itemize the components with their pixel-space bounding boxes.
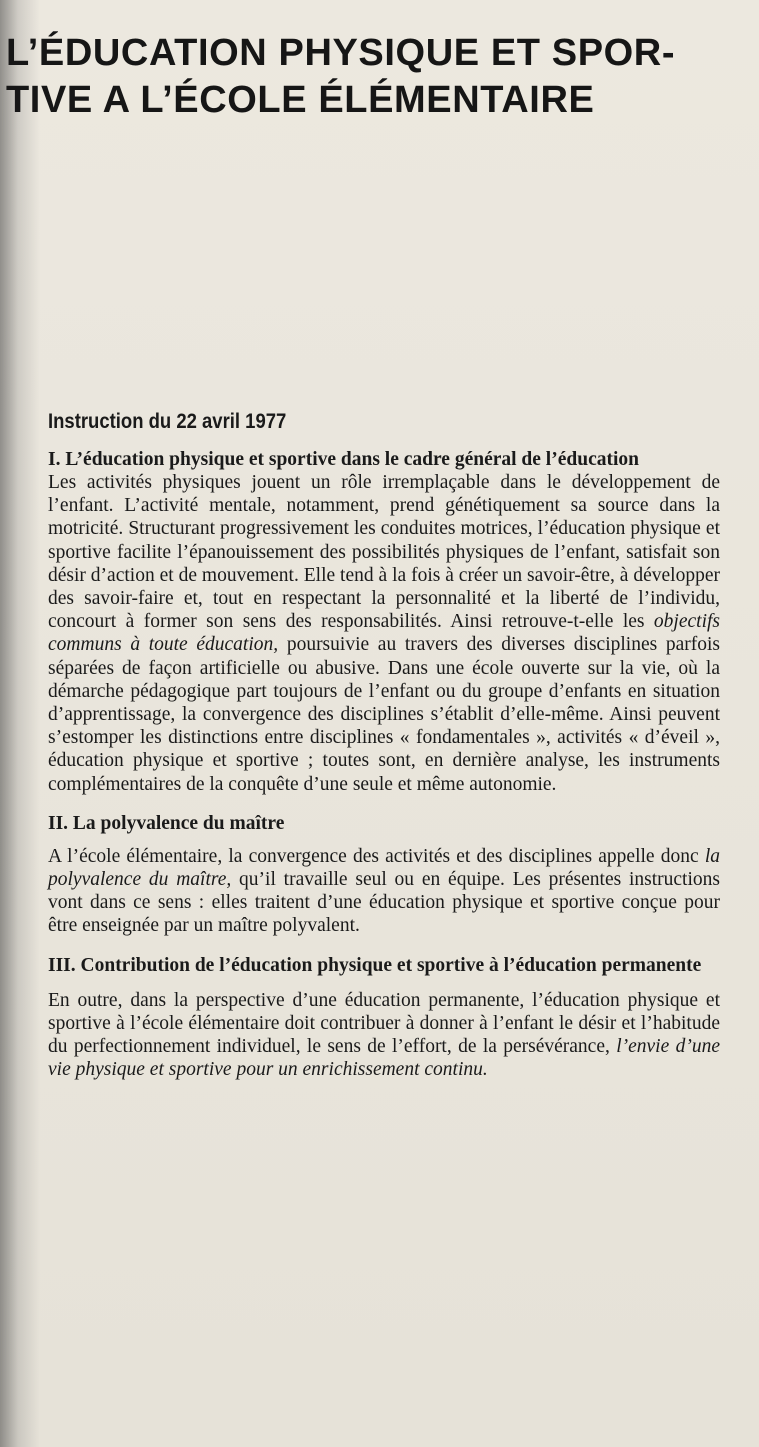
section-2: [48, 812, 720, 938]
section-3-text-a: En outre, dans la perspective d’une éducation permanente, l’éducation physique et sportive à l’école élémentaire doit contribuer à donner à l’enfant le désir et l’habitude du perfectionnement individuel, le sens de l’effort, de la persévérance,: [48, 989, 720, 1058]
title-line-1: L’ÉDUCATION PHYSIQUE ET SPOR-: [6, 32, 676, 74]
section-1-heading: I. L’éducation physique et sportive dans le cadre général de l’éducation: [48, 449, 639, 470]
section-1-text-a: Les activités physiques jouent un rôle irremplaçable dans le développement de l’enfant. L’activité mentale, notamment, prend génétiquement sa source dans la motricité. Structurant progressivement les conduites motrices, l’éducation physique et sportive facilite l’épanouissement des possibilités physiques de l’enfant, satisfait son désir d’action et de mouvement. Elle tend à la fois à créer un savoir-être, à développer des savoir-faire et, tout en respectant la personnalité et la liberté de l’individu, concourt à former son sens des responsabilités. Ainsi retrouve-t-elle les: [48, 472, 720, 633]
section-1-paragraph: [48, 471, 720, 796]
section-1-emphasis: objectifs communs à toute éducation,: [48, 611, 720, 656]
section-3-paragraph: [48, 989, 720, 1082]
section-1-text-b: poursuivie au travers des diverses disciplines parfois séparées de façon artificielle ou abusive. Dans une école ouverte sur la vie, où la démarche pédagogique part toujours de l’enfant ou du groupe d’enfants en situation d’apprentissage, la convergence des disciplines s’établit d’elle-même. Ainsi peuvent s’estomper les distinctions entre disciplines « fondamentales », activités « d’éveil », éducation physique et sportive ; toutes sont, en dernière analyse, les instruments complémentaires de la conquête d’une seule et même autonomie.: [48, 634, 721, 795]
section-1: [48, 448, 720, 796]
section-3-emphasis: l’envie d’une vie physique et sportive pour un enrichissement continu.: [48, 1036, 720, 1081]
section-3: [48, 954, 720, 1082]
section-2-heading: II. La polyvalence du maître: [48, 812, 285, 834]
title-line-2: TIVE A L’ÉCOLE ÉLÉMENTAIRE: [6, 79, 595, 121]
section-2-text-b: qu’il travaille seul ou en équipe. Les présentes instructions vont dans ce sens : elles traitent d’une éducation physique et sportive conçue pour être enseignée par un maître polyvalent.: [48, 869, 720, 937]
document-body: [48, 408, 720, 1081]
section-3-heading: III. Contribution de l’éducation physique et sportive à l’éducation permanente: [48, 954, 702, 976]
section-2-text-a: A l’école élémentaire, la convergence des activités et des disciplines appelle donc: [48, 845, 705, 867]
section-2-emphasis: la polyvalence du maître,: [48, 845, 720, 891]
instruction-date: Instruction du 22 avril 1977: [48, 410, 287, 433]
section-2-paragraph: [48, 845, 720, 938]
page-title: [6, 30, 726, 124]
